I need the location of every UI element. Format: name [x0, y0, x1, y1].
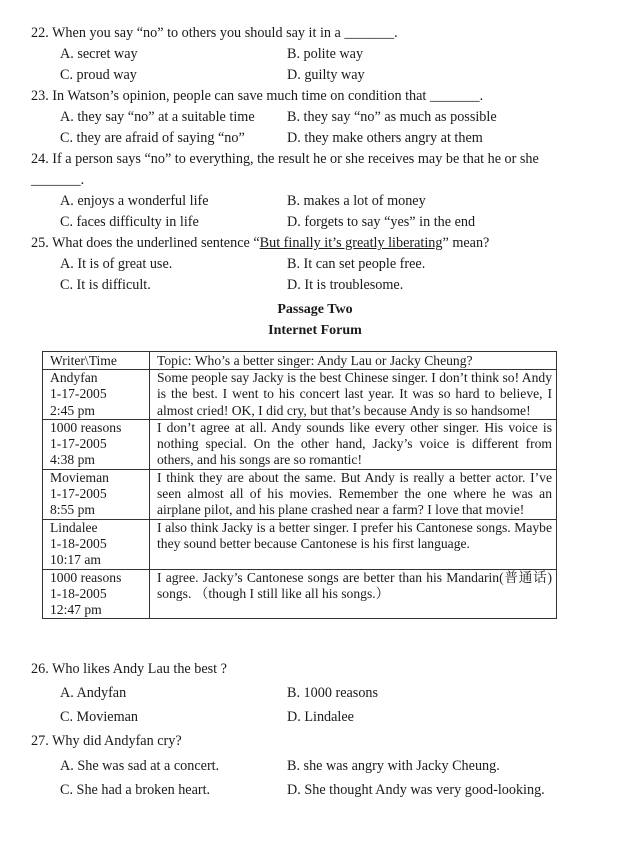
- question-text: When you say “no” to others you should say it in a: [52, 25, 345, 41]
- question-number: 22.: [31, 25, 49, 41]
- option-26-c[interactable]: C. Movieman: [60, 709, 139, 725]
- post-message: Some people say Jacky is the best Chinese singer. I don’t think so! Andy is the best. I went to his concert last year. It was so hard to believe, I almost cried! OK, I did cry, but that’s because Andy is so handsome!: [150, 370, 557, 420]
- question-number: 23.: [31, 88, 49, 104]
- post-date: 1-18-2005: [50, 585, 107, 601]
- option-22-a[interactable]: A. secret way: [60, 46, 138, 62]
- question-text-end: .: [394, 25, 398, 41]
- option-27-d[interactable]: D. She thought Andy was very good-looking.: [287, 782, 545, 798]
- post-meta: [43, 469, 150, 519]
- question-25-stem: [31, 235, 489, 252]
- forum-post-row: [43, 519, 557, 569]
- option-22-d[interactable]: D. guilty way: [287, 67, 365, 83]
- option-24-a[interactable]: A. enjoys a wonderful life: [60, 193, 209, 209]
- question-number: 25.: [31, 235, 49, 251]
- post-meta: [43, 519, 150, 569]
- question-text: In Watson’s opinion, people can save much time on condition that: [52, 88, 430, 104]
- passage-title: Passage Two: [277, 302, 353, 317]
- option-22-b[interactable]: B. polite way: [287, 46, 364, 62]
- post-time: 4:38 pm: [50, 452, 95, 468]
- post-meta: [43, 569, 150, 619]
- post-writer: Lindalee: [50, 519, 98, 535]
- question-24-blank-line: [31, 172, 84, 189]
- option-25-d[interactable]: D. It is troublesome.: [287, 277, 404, 293]
- question-24-stem: [31, 151, 539, 168]
- option-26-d[interactable]: D. Lindalee: [287, 709, 354, 725]
- option-24-d[interactable]: D. forgets to say “yes” in the end: [287, 214, 476, 230]
- question-text-end: .: [479, 88, 484, 104]
- post-date: 1-17-2005: [50, 486, 107, 502]
- post-date: 1-18-2005: [50, 535, 107, 551]
- post-meta: [43, 370, 150, 420]
- forum-header-row: [43, 352, 557, 370]
- post-date: 1-17-2005: [50, 386, 107, 402]
- option-27-b[interactable]: B. she was angry with Jacky Cheung.: [287, 758, 500, 774]
- forum-post-row: [43, 370, 557, 420]
- post-time: 2:45 pm: [50, 402, 95, 418]
- option-26-a[interactable]: A. Andyfan: [60, 685, 127, 701]
- question-number: 26.: [31, 661, 49, 677]
- question-text: If a person says “no” to everything, the result he or she receives may be that he or she: [52, 151, 539, 167]
- option-23-d[interactable]: D. they make others angry at them: [287, 130, 483, 146]
- topic-header: Topic: Who’s a better singer: Andy Lau or Jacky Cheung?: [150, 352, 557, 370]
- post-message: I think they are about the same. But Andy is really a better actor. I’ve seen almost all of his movies. Remember the one where he was an airplane pilot, and his plane crashed near a farm? I love that movie!: [150, 469, 557, 519]
- option-23-b[interactable]: B. they say “no” as much as possible: [287, 109, 497, 125]
- question-22-stem: [31, 25, 398, 42]
- option-23-a[interactable]: A. they say “no” at a suitable time: [60, 109, 255, 125]
- post-writer: 1000 reasons: [50, 569, 122, 585]
- question-26-stem: [31, 661, 227, 678]
- underlined-sentence: But finally it’s greatly liberating: [259, 235, 443, 251]
- forum-post-row: [43, 469, 557, 519]
- post-time: 10:17 am: [50, 552, 101, 568]
- option-23-c[interactable]: C. they are afraid of saying “no”: [60, 130, 245, 146]
- post-message: I don’t agree at all. Andy sounds like every other singer. His voice is nothing special. On the other hand, Jacky’s voice is different from others, and his songs are so romantic!: [150, 419, 557, 469]
- writer-time-header: Writer\Time: [43, 352, 150, 370]
- forum-post-row: [43, 419, 557, 469]
- post-writer: Andyfan: [50, 370, 98, 385]
- option-26-b[interactable]: B. 1000 reasons: [287, 685, 379, 701]
- post-writer: Movieman: [50, 469, 109, 485]
- question-text-end: .: [80, 172, 85, 188]
- post-message: I agree. Jacky’s Cantonese songs are better than his Mandarin(普通话) songs. （though I still like all his songs.）: [150, 569, 557, 619]
- question-text: Why did Andyfan cry?: [52, 733, 182, 749]
- option-22-c[interactable]: C. proud way: [60, 67, 137, 83]
- passage-subtitle: Internet Forum: [268, 323, 362, 338]
- option-25-c[interactable]: C. It is difficult.: [60, 277, 151, 293]
- option-24-b[interactable]: B. makes a lot of money: [287, 193, 426, 209]
- question-27-stem: [31, 733, 182, 750]
- answer-blank: _______: [344, 25, 395, 41]
- question-text: What does the underlined sentence “: [52, 235, 260, 251]
- question-number: 24.: [31, 151, 49, 167]
- option-25-a[interactable]: A. It is of great use.: [60, 256, 173, 272]
- forum-table: [42, 351, 557, 619]
- answer-blank: _______: [429, 88, 480, 104]
- option-27-c[interactable]: C. She had a broken heart.: [60, 782, 211, 798]
- post-date: 1-17-2005: [50, 436, 107, 452]
- question-text-end: ” mean?: [442, 235, 490, 251]
- option-25-b[interactable]: B. It can set people free.: [287, 256, 426, 272]
- answer-blank: _______: [31, 172, 81, 188]
- question-23-stem: [31, 88, 483, 105]
- post-time: 12:47 pm: [50, 602, 102, 618]
- question-number: 27.: [31, 733, 49, 749]
- option-27-a[interactable]: A. She was sad at a concert.: [60, 758, 220, 774]
- post-message: I also think Jacky is a better singer. I prefer his Cantonese songs. Maybe they sound better because Cantonese is his first language.: [150, 519, 557, 569]
- option-24-c[interactable]: C. faces difficulty in life: [60, 214, 199, 230]
- forum-post-row: [43, 569, 557, 619]
- post-meta: [43, 419, 150, 469]
- post-time: 8:55 pm: [50, 502, 95, 518]
- question-text: Who likes Andy Lau the best ?: [52, 661, 227, 677]
- post-writer: 1000 reasons: [50, 419, 122, 435]
